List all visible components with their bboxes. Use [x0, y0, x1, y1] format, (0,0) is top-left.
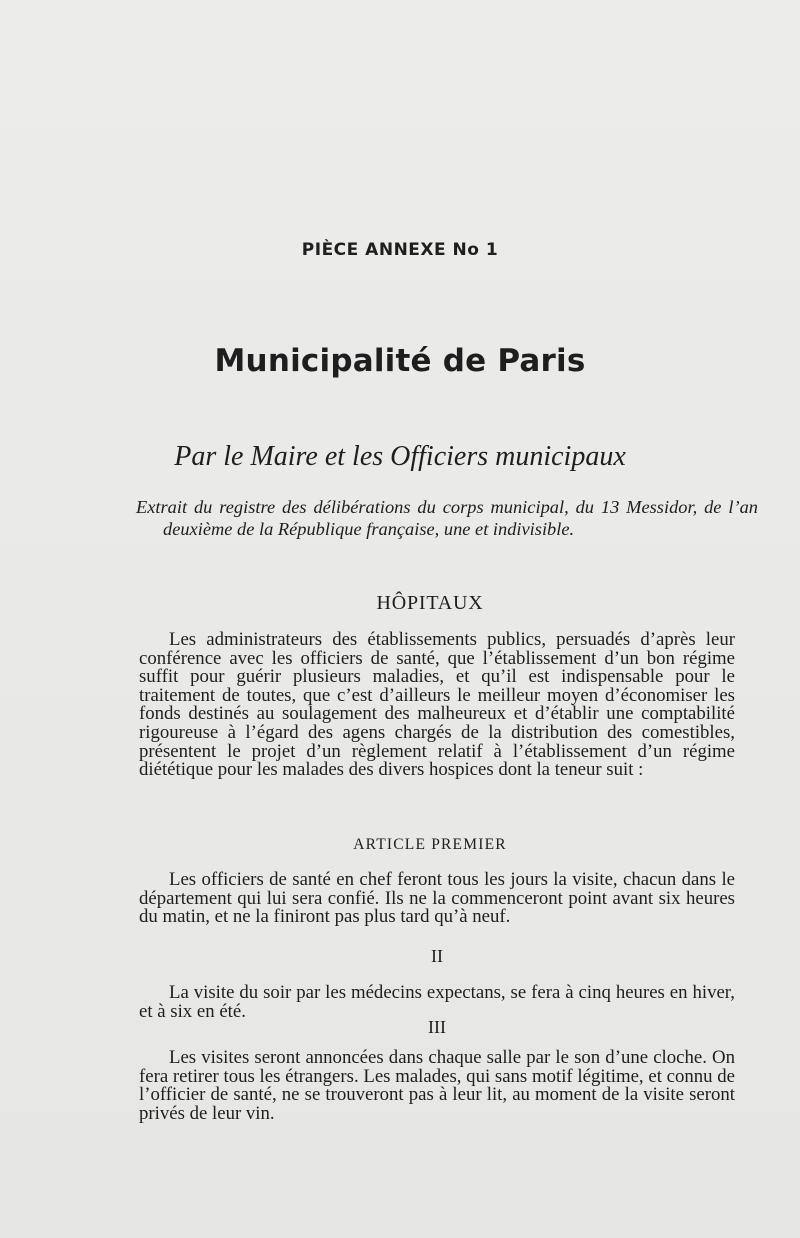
- annexe-heading: PIÈCE ANNEXE No 1: [301, 240, 499, 260]
- article-2-text: La visite du soir par les médecins expectans, se fera à cinq heures en hiver, et à six en été.: [139, 982, 735, 1022]
- page-title: Municipalité de Paris: [214, 343, 586, 379]
- article-first-text: Les officiers de santé en chef feront tous les jours la visite, chacun dans le département qui lui sera confié. Ils ne la commenceront point avant six heures du matin, et ne la finiront pas plus tard qu’à neuf.: [139, 869, 735, 928]
- section-title: HÔPITAUX: [376, 592, 484, 614]
- extrait-text: Extrait du registre des délibérations du corps municipal, du 13 Messidor, de l’an deuxième de la République française, une et indivisible.: [136, 497, 758, 539]
- intro-paragraph: Les administrateurs des établissements publics, persuadés d’après leur conférence avec les officiers de santé, que l’établissement d’un bon régime suffit pour guérir plusieurs maladies, et qu’il est indispensable pour le traitement de toutes, que c’est d’ailleurs le meilleur moyen d’économiser les fonds destinés au soulagement des malheureux et d’établir une comptabilité rigoureuse à l’égard des agens chargés de la distribution des comestibles, présentent le projet d’un règlement relatif à l’établissement d’un régime diététique pour les malades des divers hospices dont la teneur suit :: [139, 629, 735, 781]
- article-3-text: Les visites seront annoncées dans chaque salle par le son d’une cloche. On fera retirer tous les étrangers. Les malades, qui sans motif légitime, et connu de l’officier de santé, ne se trouveront pas à leur lit, au moment de la visite seront privés de leur vin.: [139, 1047, 735, 1124]
- article-3-heading: III: [428, 1017, 446, 1037]
- article-2-heading: II: [431, 946, 443, 966]
- subtitle: Par le Maire et les Officiers municipaux: [174, 441, 626, 472]
- article-first-heading: ARTICLE PREMIER: [353, 836, 507, 853]
